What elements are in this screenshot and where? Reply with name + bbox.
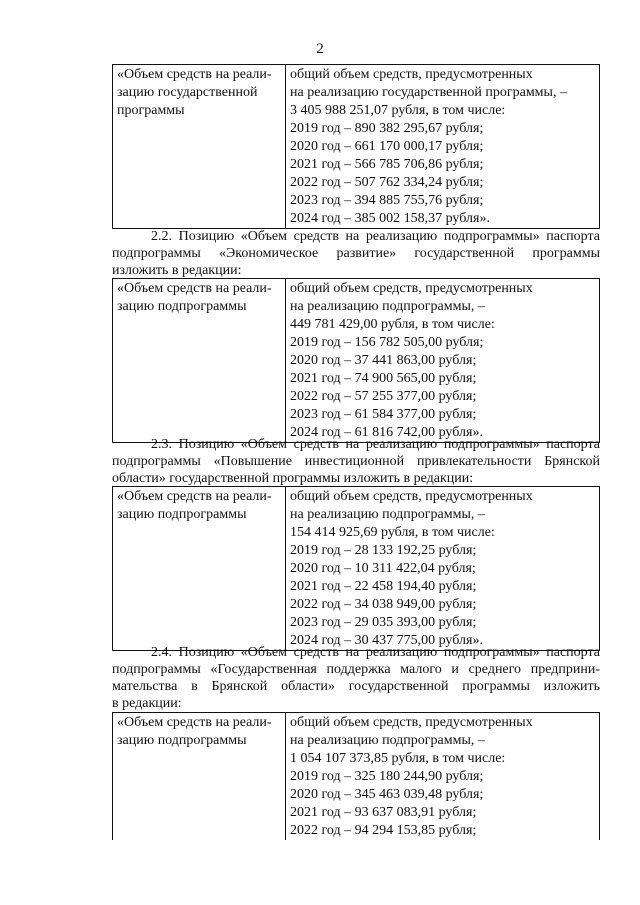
funding-year-line: 2019 год – 156 782 505,00 рубля; [290, 335, 484, 350]
program-funding-table [112, 64, 600, 229]
funding-year-line: 2019 год – 890 382 295,67 рубля; [290, 121, 484, 136]
table-row [113, 713, 600, 841]
funding-year-line: 2023 год – 61 584 377,00 рубля; [290, 407, 477, 422]
small-business-support-funding-table [112, 712, 600, 840]
funding-year-line: 2021 год – 22 458 194,40 рубля; [290, 579, 477, 594]
position-name-cell [113, 279, 286, 443]
paragraph-line: 2.4. Позицию «Объем средств на реализацию подпрограммы» паспорта [151, 645, 600, 660]
funding-line: общий объем средств, предусмотренных [290, 715, 533, 730]
funding-line: общий объем средств, предусмотренных [290, 67, 533, 82]
funding-details-cell [286, 487, 600, 651]
funding-year-line: 2023 год – 394 885 755,76 рубля; [290, 193, 484, 208]
investment-attractiveness-funding-table [112, 486, 600, 651]
funding-year-line: 2020 год – 10 311 422,04 рубля; [290, 561, 476, 576]
funding-year-line: 2021 год – 74 900 565,00 рубля; [290, 371, 477, 386]
position-name-line: «Объем средств на реали- [117, 281, 272, 296]
paragraph-line: 2.2. Позицию «Объем средств на реализацию подпрограммы» паспорта [151, 229, 600, 244]
funding-year-line: 2019 год – 325 180 244,90 рубля; [290, 769, 484, 784]
funding-year-line: 2022 год – 94 294 153,85 рубля; [290, 823, 477, 838]
funding-year-line: 2021 год – 566 785 706,86 рубля; [290, 157, 484, 172]
position-name-line: «Объем средств на реали- [117, 67, 272, 82]
funding-line: на реализацию подпрограммы, – [290, 299, 485, 314]
funding-year-line: 2024 год – 61 816 742,00 рубля». [290, 425, 483, 440]
funding-year-line: 2024 год – 30 437 775,00 рубля». [290, 633, 483, 648]
section-2-2-paragraph [112, 228, 600, 279]
paragraph-line: подпрограммы «Экономическое развитие» государственной программы [112, 246, 600, 261]
funding-year-line: 2024 год – 385 002 158,37 рубля». [290, 211, 490, 226]
table-row [113, 65, 600, 229]
paragraph-line: в редакции: [112, 696, 182, 711]
funding-year-line: 2022 год – 507 762 334,24 рубля; [290, 175, 484, 190]
table-row [113, 487, 600, 651]
position-name-line: «Объем средств на реали- [117, 489, 272, 504]
position-name-cell [113, 65, 286, 229]
funding-line: на реализацию государственной программы, – [290, 85, 567, 100]
funding-line: 3 405 988 251,07 рубля, в том числе: [290, 103, 506, 118]
paragraph-line: изложить в редакции: [112, 263, 242, 278]
funding-year-line: 2020 год – 345 463 039,48 рубля; [290, 787, 484, 802]
funding-line: на реализацию подпрограммы, – [290, 733, 485, 748]
position-name-line: зацию государственной [117, 85, 258, 100]
paragraph-line: подпрограммы «Повышение инвестиционной привлекательности Брянской [112, 454, 600, 469]
position-name-line: зацию подпрограммы [117, 507, 247, 522]
funding-details-cell [286, 65, 600, 229]
table-row [113, 279, 600, 443]
position-name-line: программы [117, 103, 185, 118]
funding-line: 1 054 107 373,85 рубля, в том числе: [290, 751, 506, 766]
funding-year-line: 2021 год – 93 637 083,91 рубля; [290, 805, 477, 820]
funding-year-line: 2022 год – 34 038 949,00 рубля; [290, 597, 477, 612]
paragraph-line: подпрограммы «Государственная поддержка малого и среднего предприни- [112, 662, 600, 677]
page-number: 2 [316, 41, 324, 57]
position-name-cell [113, 487, 286, 651]
funding-details-cell [286, 279, 600, 443]
paragraph-line: мательства в Брянской области» государственной программы изложить [112, 679, 600, 694]
position-name-line: зацию подпрограммы [117, 733, 247, 748]
funding-line: 449 781 429,00 рубля, в том числе: [290, 317, 495, 332]
economic-development-funding-table [112, 278, 600, 443]
funding-line: общий объем средств, предусмотренных [290, 489, 533, 504]
position-name-cell [113, 713, 286, 841]
position-name-line: зацию подпрограммы [117, 299, 247, 314]
paragraph-line: области» государственной программы изложить в редакции: [112, 471, 474, 486]
section-2-4-paragraph [112, 644, 600, 712]
funding-year-line: 2020 год – 661 170 000,17 рубля; [290, 139, 484, 154]
funding-line: 154 414 925,69 рубля, в том числе: [290, 525, 495, 540]
funding-details-cell [286, 713, 600, 841]
funding-line: общий объем средств, предусмотренных [290, 281, 533, 296]
position-name-line: «Объем средств на реали- [117, 715, 272, 730]
funding-year-line: 2023 год – 29 035 393,00 рубля; [290, 615, 477, 630]
funding-year-line: 2020 год – 37 441 863,00 рубля; [290, 353, 477, 368]
funding-year-line: 2019 год – 28 133 192,25 рубля; [290, 543, 477, 558]
paragraph-line: 2.3. Позицию «Объем средств на реализацию подпрограммы» паспорта [151, 437, 600, 452]
funding-line: на реализацию подпрограммы, – [290, 507, 485, 522]
funding-year-line: 2022 год – 57 255 377,00 рубля; [290, 389, 477, 404]
section-2-3-paragraph [112, 436, 600, 487]
